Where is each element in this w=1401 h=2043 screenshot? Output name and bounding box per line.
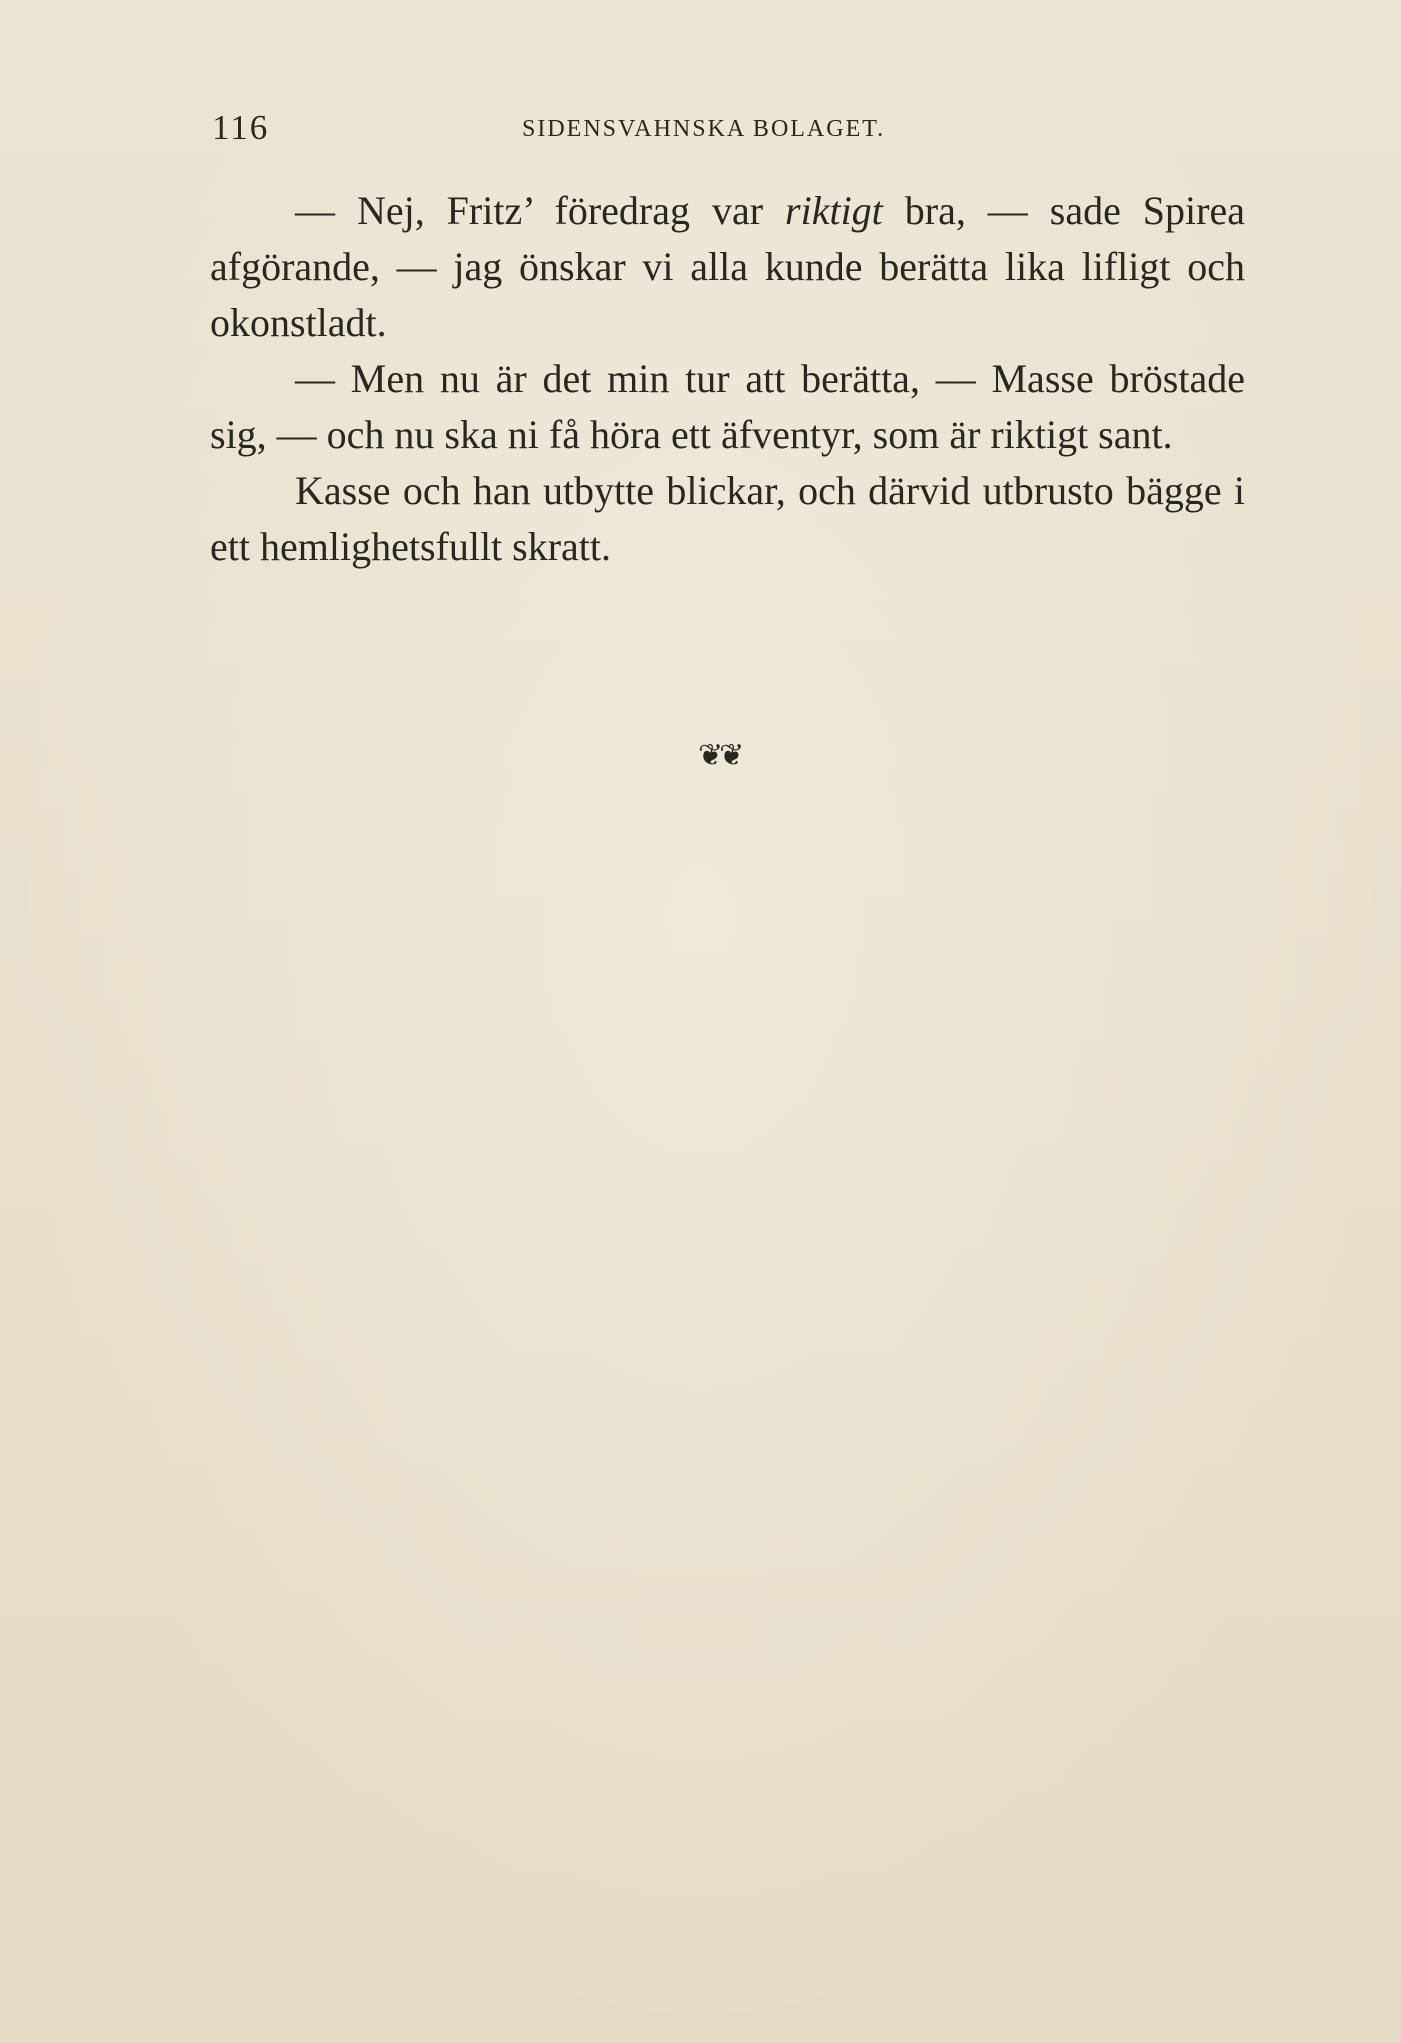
body-text [210, 183, 1245, 575]
running-head: SIDENSVAHNSKA BOLAGET. [522, 116, 886, 142]
paragraph-1-emphasis: riktigt [785, 188, 883, 233]
paragraph-2: — Men nu är det min tur att berätta, — Masse bröstade sig, — och nu ska ni få höra ett äfventyr, som är riktigt sant. [210, 356, 1245, 457]
paragraph-1-before: — Nej, Fritz’ föredrag var [295, 188, 786, 233]
paragraph-3: Kasse och han utbytte blickar, och därvid utbrusto bägge i ett hemlighetsfullt skratt. [210, 468, 1245, 569]
paragraph-1-after: bra, — sade Spirea afgörande, — jag önskar vi alla kunde berätta lika lifligt och okonstladt. [210, 188, 1245, 345]
fleuron-ornament-icon: ❦❦ [698, 739, 741, 772]
paragraph-1 [210, 183, 1245, 351]
page-number: 116 [212, 108, 270, 147]
page-header [212, 108, 1245, 148]
